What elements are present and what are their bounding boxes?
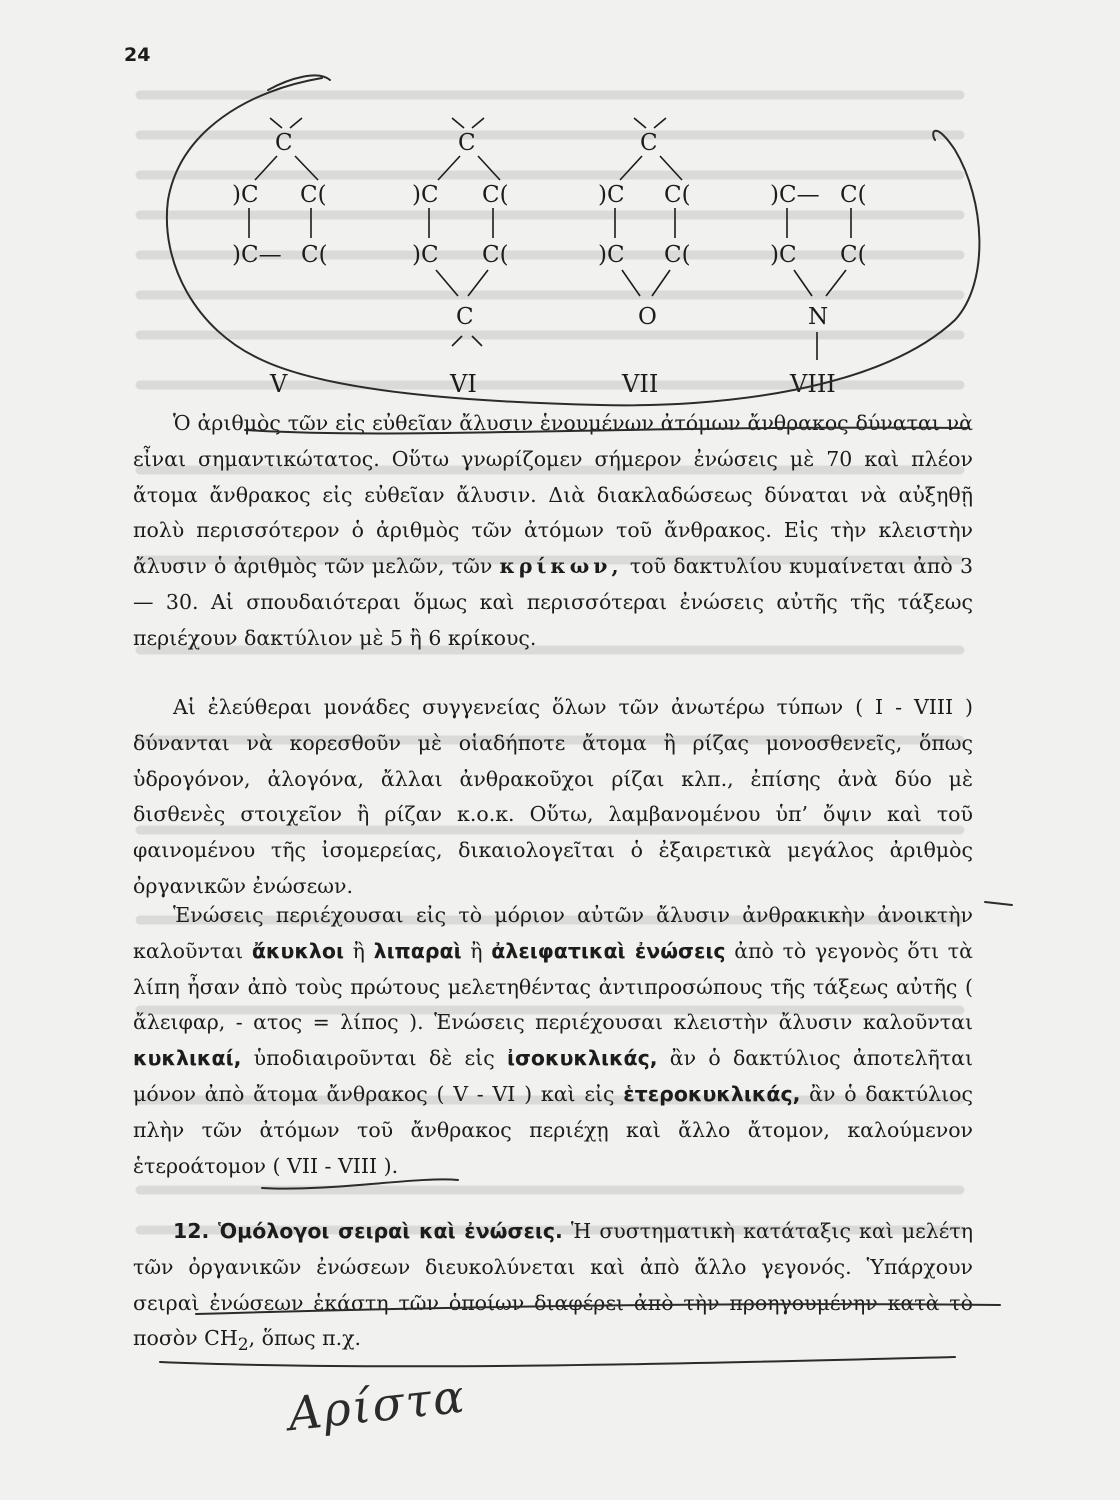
atom-c-lower-left: )C: [412, 242, 439, 268]
atom-c-left: )C: [598, 182, 625, 208]
section-text-b: , ὅπως π.χ.: [248, 1326, 362, 1351]
structure-viii: [770, 182, 867, 398]
section-heading: 12. Ὁμόλογοι σειραὶ καὶ ἐνώσεις.: [173, 1219, 563, 1243]
structure-vii: [598, 118, 691, 398]
paragraph-2: [133, 690, 973, 905]
atom-c-bottom: C: [456, 304, 474, 330]
p3-text-b: ἢ: [343, 938, 374, 963]
paragraph-1-text: [133, 406, 973, 657]
structure-label-viii: VIII: [790, 370, 836, 398]
paragraph-3: [133, 898, 973, 1184]
atom-c-lower-right: C(: [482, 242, 509, 268]
p1-text-b: τοῦ δακτυλίου κυμαίνεται ἀπὸ 3 — 30. Αἱ σπουδαιότεραι ὅμως καὶ περισσότεραι ἐνώσεις αὐτῆς τῆς τάξεως περιέχουν δακτύλιον μὲ 5 ἢ 6 κρίκους.: [133, 554, 973, 650]
atom-oxygen: O: [638, 304, 657, 330]
term-eterokyklikas: ἑτεροκυκλικάς,: [623, 1081, 801, 1106]
atom-nitrogen: N: [808, 304, 829, 330]
atom-c-right: C(: [840, 182, 867, 208]
p3-text-c: ἢ: [461, 938, 492, 963]
atom-c-right: C(: [300, 182, 327, 208]
paragraph-1: [133, 406, 973, 657]
structure-label-v: V: [270, 370, 288, 398]
atom-c-left-bond: )C—: [770, 182, 820, 208]
atom-c-lower-right: C(: [840, 242, 867, 268]
handwritten-signature: Αρίστα: [285, 1368, 469, 1442]
section-12-text: [133, 1214, 973, 1364]
term-aleifatikai: ἀλειφατικαὶ ἐνώσεις: [491, 938, 726, 963]
atom-c-right: C(: [664, 182, 691, 208]
atom-c-top: C: [458, 130, 476, 156]
atom-c-bottom-left: )C—: [232, 242, 282, 268]
term-isokyklikas: ἰσοκυκλικάς,: [506, 1046, 658, 1071]
term-liparai: λιπαραὶ: [373, 938, 462, 963]
atom-c-lower-right: C(: [664, 242, 691, 268]
atom-c-right: C(: [482, 182, 509, 208]
atom-c-lower-left: )C: [770, 242, 797, 268]
paragraph-3-text: [133, 898, 973, 1184]
structure-label-vii: VII: [622, 370, 659, 398]
pen-dash-right: [985, 902, 1012, 905]
term-akykloi: ἄκυκλοι: [251, 938, 344, 963]
subscript-2: 2: [237, 1335, 249, 1356]
atom-c-top: C: [275, 130, 293, 156]
atom-c-left: )C: [412, 182, 439, 208]
term-krikon: κρίκων,: [499, 554, 623, 579]
structure-v: [232, 118, 328, 398]
atom-c-top: C: [640, 130, 658, 156]
structure-label-vi: VI: [450, 370, 477, 398]
atom-c-bottom-right: C(: [301, 242, 328, 268]
ring-structures-figure: [0, 0, 1120, 420]
section-12: [133, 1214, 973, 1364]
p1-text-a: Ὁ ἀριθμὸς τῶν εἰς εὐθεῖαν ἄλυσιν ἑνουμένων ἀτόμων ἄνθρακος δύναται νὰ εἶναι σημαντικώτατος. Οὕτω γνωρίζομεν σήμερον ἐνώσεις μὲ 70 καὶ πλέον ἄτομα ἄνθρακος εἰς εὐθεῖαν ἄλυσιν. Διὰ διακλαδώσεως δύναται νὰ αὐξηθῇ πολὺ περισσότερον ὁ ἀριθμὸς τῶν ἀτόμων τοῦ ἄνθρακος. Εἰς τὴν κλειστὴν ἄλυσιν ὁ ἀριθμὸς τῶν μελῶν, τῶν: [133, 411, 973, 579]
atom-c-left: )C: [232, 182, 259, 208]
section-text-a: Ἡ συστηματικὴ κατάταξις καὶ μελέτη τῶν ὀργανικῶν ἐνώσεων διευκολύνεται καὶ ἀπὸ ἄλλο γεγονός. Ὑπάρχουν σειραὶ ἐνώσεων ἑκάστη τῶν ὁποίων διαφέρει ἀπὸ τὴν προηγουμένην κατὰ τὸ ποσὸν CH: [133, 1219, 974, 1351]
p3-text-g: ἂν ὁ δακτύλιος πλὴν τῶν ἀτόμων τοῦ ἄνθρακος περιέχῃ καὶ ἄλλο ἄτομον, καλούμενον ἑτεροάτομον ( VII - VIII ).: [133, 1081, 973, 1178]
p3-text-d: ἀπὸ τὸ γεγονὸς ὅτι τὰ λίπη ἦσαν ἀπὸ τοὺς πρώτους μελετηθέντας ἀντιπροσώπους τῆς τάξεως αὐτῆς ( ἄλειφαρ, - ατος = λίπος ). Ἑνώσεις περιέχουσαι κλειστὴν ἄλυσιν καλοῦνται: [133, 938, 973, 1035]
atom-c-lower-left: )C: [598, 242, 625, 268]
p3-text-a: Ἑνώσεις περιέχουσαι εἰς τὸ μόριον αὐτῶν ἄλυσιν ἀνθρακικὴν ἀνοικτὴν καλοῦνται: [133, 903, 973, 963]
paragraph-2-text: Αἱ ἐλεύθεραι μονάδες συγγενείας ὅλων τῶν ἀνωτέρω τύπων ( I - VIII ) δύνανται νὰ κορεσθοῦν μὲ οἱαδήποτε ἄτομα ἢ ρίζας μονοσθενεῖς, ὅπως ὑδρογόνον, ἀλογόνα, ἄλλαι ἀνθρακοῦχοι ρίζαι κλπ., ἐπίσης ἀνὰ δύο μὲ δισθενὲς στοιχεῖον ἢ ρίζαν κ.ο.κ. Οὕτω, λαμβανομένου ὑπ’ ὄψιν καὶ τοῦ φαινομένου τῆς ἰσομερείας, δικαιολογεῖται ὁ ἐξαιρετικὰ μεγάλος ἀριθμὸς ὀργανικῶν ἐνώσεων.: [133, 695, 973, 898]
term-kyklikai: κυκλικαί,: [133, 1046, 242, 1071]
p3-text-f: ἂν ὁ δακτύλιος ἀποτελῆται μόνον ἀπὸ ἄτομα ἄνθρακος ( V - VI ) καὶ εἰς: [133, 1046, 973, 1106]
page-number: 24: [124, 44, 151, 66]
structure-vi: [412, 118, 509, 398]
p3-text-e: ὑποδιαιροῦνται δὲ εἰς: [241, 1046, 507, 1071]
